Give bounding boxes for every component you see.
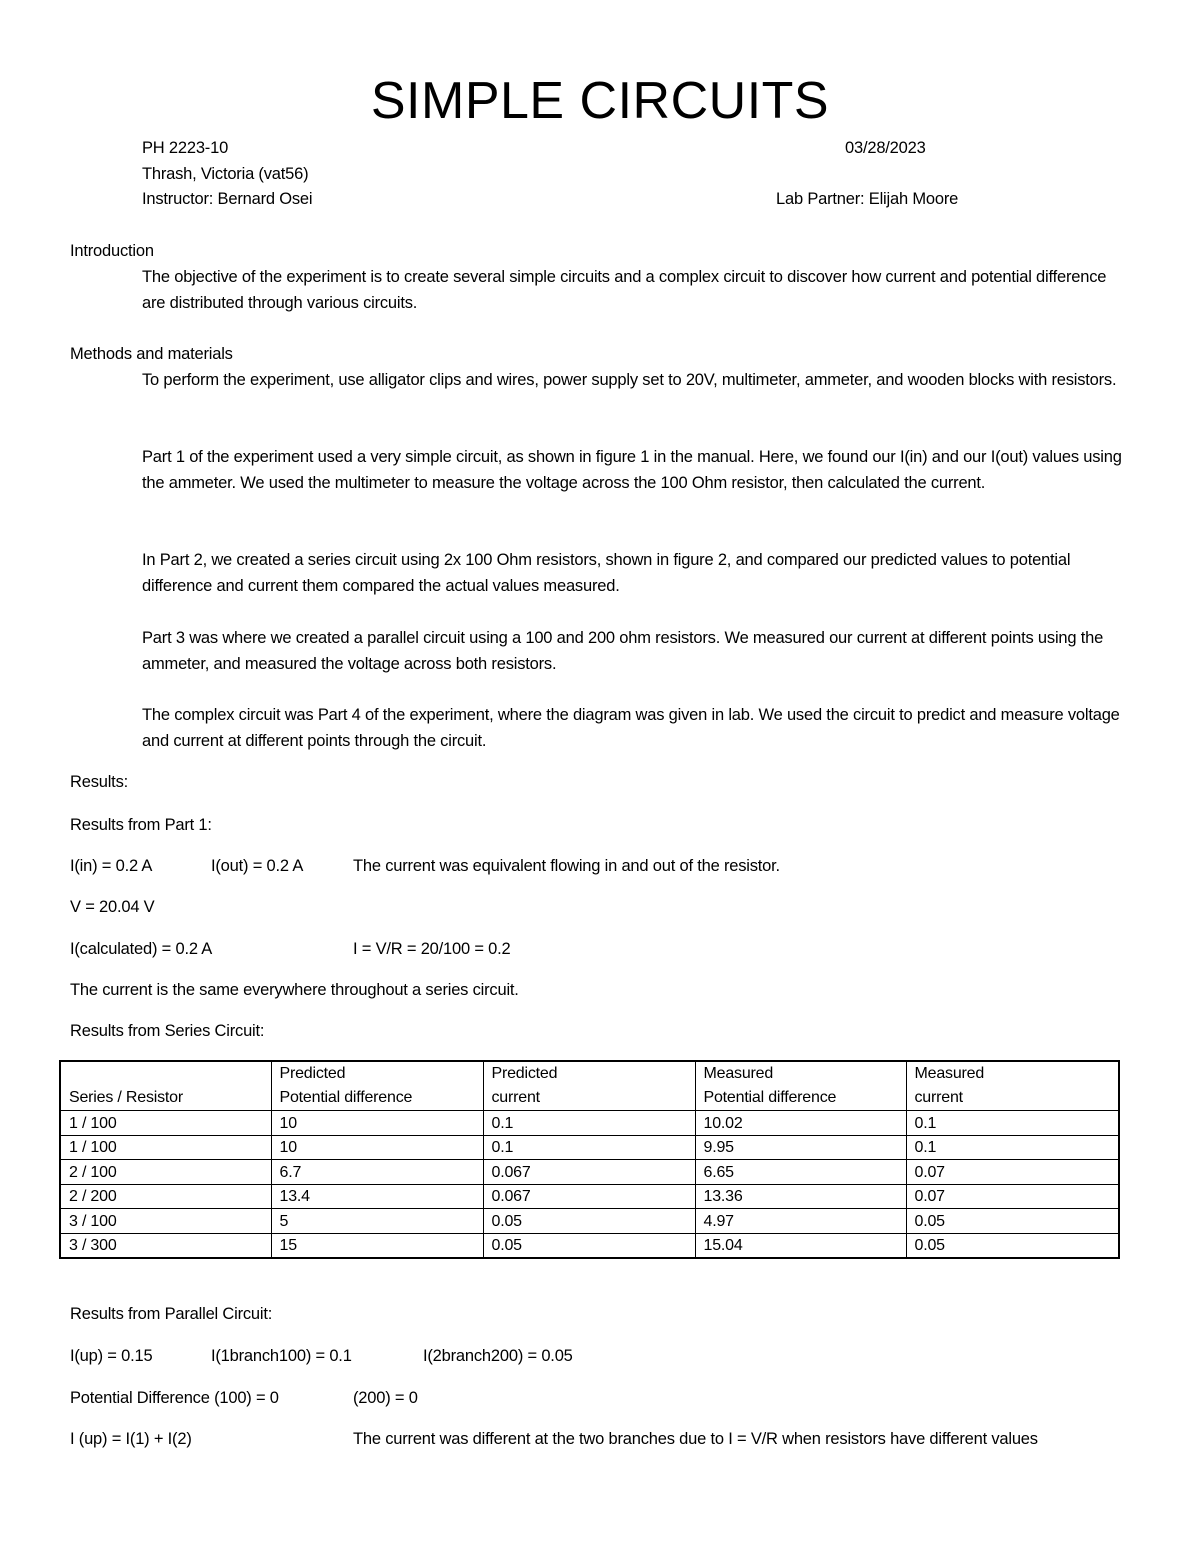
table-cell: 0.05 (906, 1209, 1119, 1234)
table-cell: 13.4 (271, 1184, 483, 1209)
introduction-text: The objective of the experiment is to create several simple circuits and a complex circuit to discover how current and potential difference are distributed through various circuits. (142, 268, 1107, 312)
table-cell: 0.1 (483, 1135, 695, 1160)
table-cell: 0.067 (483, 1160, 695, 1185)
lab-partner: Lab Partner: Elijah Moore (776, 190, 959, 208)
methods-paragraph-part3: Part 3 was where we created a parallel circuit using a 100 and 200 ohm resistors. We measured our current at different points using the ammeter, and measured the voltage across both resistors. (142, 629, 1104, 673)
current-in: I(in) = 0.2 A (70, 857, 153, 875)
table-cell: 1 / 100 (60, 1111, 271, 1136)
methods-paragraph-part4: The complex circuit was Part 4 of the experiment, where the diagram was given in lab. We used the circuit to predict and measure voltage and current at different points through the circuit. (142, 706, 1120, 750)
table-cell: 1 / 100 (60, 1135, 271, 1160)
table-cell: 2 / 200 (60, 1184, 271, 1209)
table-row (60, 1135, 1119, 1160)
report-date: 03/28/2023 (845, 139, 926, 157)
table-cell: 0.05 (906, 1233, 1119, 1258)
table-cell: 3 / 100 (60, 1209, 271, 1234)
current-calculated: I(calculated) = 0.2 A (70, 940, 213, 958)
column-header: Measured Potential difference (695, 1061, 906, 1111)
table-cell: 5 (271, 1209, 483, 1234)
table-cell: 4.97 (695, 1209, 906, 1234)
series-conclusion: The current is the same everywhere throughout a series circuit. (70, 981, 519, 999)
column-header: Measured current (906, 1061, 1119, 1111)
current-branch-100: I(1branch100) = 0.1 (211, 1347, 352, 1365)
table-cell: 0.07 (906, 1160, 1119, 1185)
table-cell: 10 (271, 1135, 483, 1160)
table-cell: 0.05 (483, 1233, 695, 1258)
methods-paragraph-part1: Part 1 of the experiment used a very simple circuit, as shown in figure 1 in the manual. Here, we found our I(in) and our I(out) values using the ammeter. We used the multimeter to measure the voltage across the 100 Ohm resistor, then calculated the current. (142, 448, 1122, 492)
column-header: Predicted current (483, 1061, 695, 1111)
student-name: Thrash, Victoria (vat56) (142, 165, 309, 183)
table-cell: 6.7 (271, 1160, 483, 1185)
table-cell: 9.95 (695, 1135, 906, 1160)
table-cell: 15.04 (695, 1233, 906, 1258)
results-heading: Results: (70, 773, 129, 791)
series-results-heading: Results from Series Circuit: (70, 1022, 265, 1040)
series-results-table (59, 1060, 1120, 1259)
column-header: Series / Resistor (60, 1061, 271, 1111)
table-cell: 0.1 (483, 1111, 695, 1136)
table-cell: 0.05 (483, 1209, 695, 1234)
methods-heading: Methods and materials (70, 345, 233, 363)
table-row (60, 1111, 1119, 1136)
parallel-results-heading: Results from Parallel Circuit: (70, 1305, 273, 1323)
potential-difference-100: Potential Difference (100) = 0 (70, 1389, 279, 1407)
current-sum-equation: I (up) = I(1) + I(2) (70, 1430, 192, 1448)
table-cell: 10.02 (695, 1111, 906, 1136)
introduction-heading: Introduction (70, 242, 154, 260)
table-cell: 2 / 100 (60, 1160, 271, 1185)
current-note: The current was equivalent flowing in and out of the resistor. (353, 857, 780, 875)
table-cell: 15 (271, 1233, 483, 1258)
table-cell: 0.1 (906, 1135, 1119, 1160)
table-row (60, 1184, 1119, 1209)
voltage-reading: V = 20.04 V (70, 898, 155, 916)
methods-paragraph-materials: To perform the experiment, use alligator clips and wires, power supply set to 20V, multimeter, ammeter, and wooden blocks with resistors. (142, 371, 1117, 389)
document-title: SIMPLE CIRCUITS (370, 72, 830, 130)
current-branch-200: I(2branch200) = 0.05 (423, 1347, 573, 1365)
table-row (60, 1233, 1119, 1258)
table-cell: 0.1 (906, 1111, 1119, 1136)
methods-paragraph-part2: In Part 2, we created a series circuit using 2x 100 Ohm resistors, shown in figure 2, and compared our predicted values to potential difference and current them compared the actual values measured. (142, 551, 1071, 595)
part1-results-heading: Results from Part 1: (70, 816, 212, 834)
parallel-conclusion: The current was different at the two branches due to I = V/R when resistors have different values (353, 1430, 1038, 1448)
table-cell: 0.067 (483, 1184, 695, 1209)
instructor-name: Instructor: Bernard Osei (142, 190, 313, 208)
table-cell: 13.36 (695, 1184, 906, 1209)
table-cell: 6.65 (695, 1160, 906, 1185)
current-out: I(out) = 0.2 A (211, 857, 304, 875)
table-row (60, 1209, 1119, 1234)
column-header: Predicted Potential difference (271, 1061, 483, 1111)
course-code: PH 2223-10 (142, 139, 229, 157)
table-cell: 3 / 300 (60, 1233, 271, 1258)
table-header-row (60, 1061, 1119, 1111)
table-cell: 0.07 (906, 1184, 1119, 1209)
potential-difference-200: (200) = 0 (353, 1389, 418, 1407)
table-cell: 10 (271, 1111, 483, 1136)
ohms-law-formula: I = V/R = 20/100 = 0.2 (353, 940, 511, 958)
table-row (60, 1160, 1119, 1185)
current-up: I(up) = 0.15 (70, 1347, 153, 1365)
